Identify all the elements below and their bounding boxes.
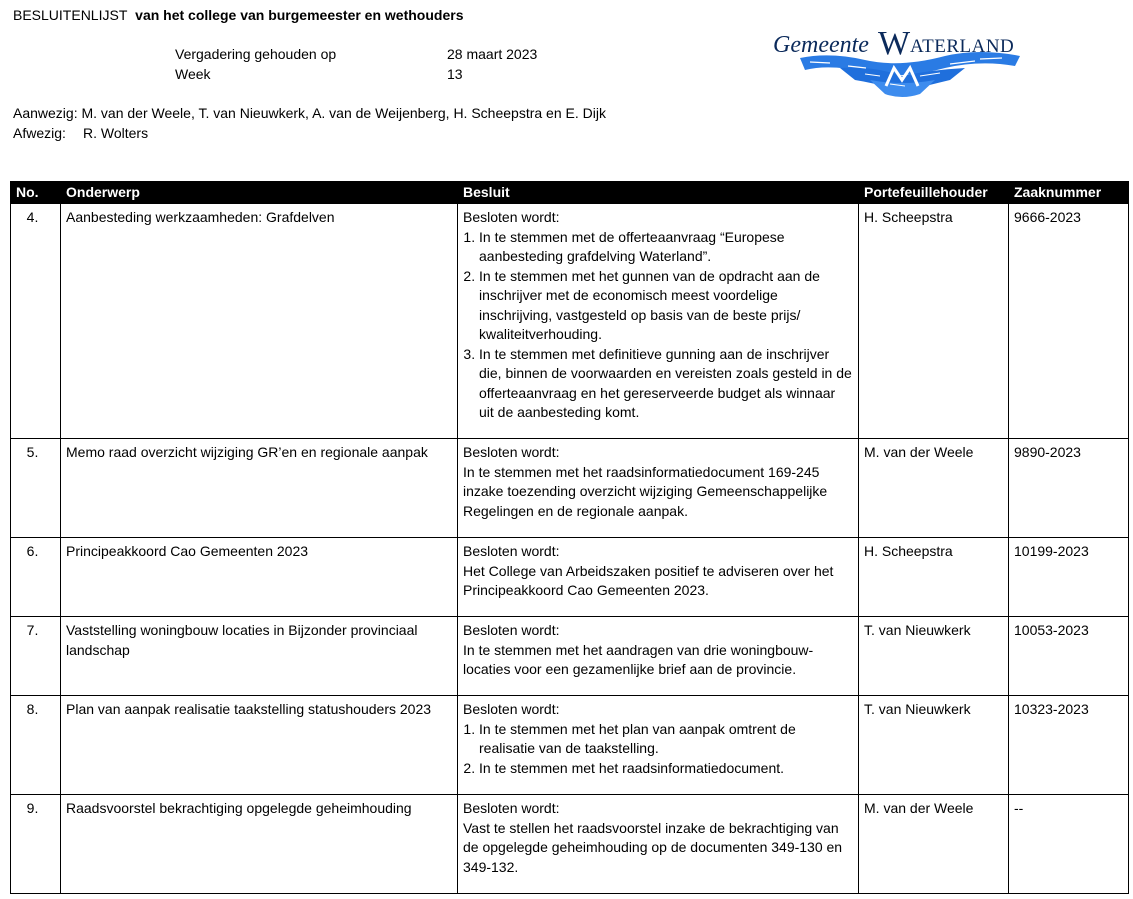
attendance — [13, 104, 606, 143]
row-decision — [458, 795, 859, 894]
logo-text-gemeente: Gemeente — [773, 32, 869, 58]
absent-line — [13, 124, 606, 144]
row-decision — [458, 439, 859, 538]
table-row — [11, 795, 1129, 894]
logo-text-aterland: ATERLAND — [910, 36, 1015, 57]
row-subject: Raadsvoorstel bekrachtiging opgelegde geheimhouding — [61, 795, 458, 894]
table-row — [11, 538, 1129, 617]
table-row — [11, 617, 1129, 696]
row-decision — [458, 538, 859, 617]
col-header-no: No. — [11, 182, 61, 204]
row-subject: Aanbesteding werkzaamheden: Grafdelven — [61, 204, 458, 439]
logo-text-w: W — [878, 26, 911, 62]
row-case-number: 10053-2023 — [1009, 617, 1129, 696]
meeting-label: Vergadering gehouden op — [175, 46, 337, 62]
row-portfolio-holder: T. van Nieuwkerk — [859, 617, 1009, 696]
decision-text: Vast te stellen het raadsvoorstel inzake de bekrachtiging van de opgelegde geheimhouding op de documenten 349-130 en 349-132. — [463, 819, 843, 875]
doc-subject: van het college van burgemeester en wethouders — [135, 7, 464, 23]
decision-intro: Besloten wordt: — [463, 701, 560, 717]
row-number: 8. — [11, 696, 61, 795]
present-names: M. van der Weele, T. van Nieuwkerk, A. van de Weijenberg, H. Scheepstra en E. Dijk — [81, 105, 606, 121]
row-subject: Plan van aanpak realisatie taakstelling statushouders 2023 — [61, 696, 458, 795]
decision-intro: Besloten wordt: — [463, 800, 560, 816]
col-header-holder: Portefeuillehouder — [859, 182, 1009, 204]
week-label: Week — [175, 65, 211, 82]
row-case-number: 10199-2023 — [1009, 538, 1129, 617]
row-case-number: 9666-2023 — [1009, 204, 1129, 439]
row-number: 5. — [11, 439, 61, 538]
row-portfolio-holder: H. Scheepstra — [859, 538, 1009, 617]
col-header-case: Zaaknummer — [1009, 182, 1129, 204]
col-header-decision: Besluit — [458, 182, 859, 204]
meeting-date: 28 maart 2023 — [447, 46, 538, 62]
row-case-number: 9890-2023 — [1009, 439, 1129, 538]
row-case-number: -- — [1009, 795, 1129, 894]
row-subject: Memo raad overzicht wijziging GR’en en regionale aanpak — [61, 439, 458, 538]
row-subject: Vaststelling woningbouw locaties in Bijzonder provinciaal landschap — [61, 617, 458, 696]
decision-item: 2. In te stemmen met het raadsinformatiedocument. — [479, 759, 853, 779]
row-decision — [458, 617, 859, 696]
col-header-subject: Onderwerp — [61, 182, 458, 204]
table-header-row — [11, 182, 1129, 204]
present-label: Aanwezig: — [13, 105, 78, 121]
decision-text: In te stemmen met het aandragen van drie woningbouw-locaties voor een gezamenlijke brief aan de provincie. — [463, 641, 814, 677]
decisions-table — [10, 181, 1129, 894]
table-row — [11, 204, 1129, 439]
absent-label: Afwezig: — [13, 124, 66, 141]
decision-text: In te stemmen met het raadsinformatiedocument 169-245 inzake toezending overzicht wijziging Gemeenschappelijke Regelingen en de regionale aanpak. — [463, 463, 828, 519]
table-row — [11, 439, 1129, 538]
decision-list — [463, 228, 853, 423]
decision-text: Het College van Arbeidszaken positief te adviseren over het Principeakkoord Cao Gemeenten 2023. — [463, 562, 834, 598]
decision-item: 1. In te stemmen met het plan van aanpak omtrent de realisatie van de taakstelling. — [479, 720, 853, 759]
row-portfolio-holder: T. van Nieuwkerk — [859, 696, 1009, 795]
absent-names: R. Wolters — [83, 124, 149, 141]
row-subject: Principeakkoord Cao Gemeenten 2023 — [61, 538, 458, 617]
present-line — [13, 104, 606, 124]
decision-intro: Besloten wordt: — [463, 543, 560, 559]
meeting-meta — [175, 45, 537, 84]
decision-intro: Besloten wordt: — [463, 622, 560, 638]
row-number: 7. — [11, 617, 61, 696]
row-number: 9. — [11, 795, 61, 894]
document-title — [13, 6, 463, 26]
decision-list — [463, 720, 853, 779]
doc-label: BESLUITENLIJST — [13, 7, 128, 23]
decision-item: 2. In te stemmen met het gunnen van de opdracht aan de inschrijver met de economisch meest voordelige inschrijving, vastgesteld op basis van de beste prijs/ kwaliteitverhouding. — [479, 267, 853, 345]
row-case-number: 10323-2023 — [1009, 696, 1129, 795]
decision-intro: Besloten wordt: — [463, 444, 560, 460]
row-number: 6. — [11, 538, 61, 617]
gemeente-waterland-logo — [770, 26, 1035, 100]
decision-item: 1. In te stemmen met de offerteaanvraag “Europese aanbesteding grafdelving Waterland”. — [479, 228, 853, 267]
week-value: 13 — [447, 65, 463, 82]
decision-item: 3. In te stemmen met definitieve gunning aan de inschrijver die, binnen de voorwaarden en vereisten zoals gesteld in de offerteaanvraag en het gereserveerde budget als winnaar uit de aanbesteding komt. — [479, 345, 853, 423]
row-portfolio-holder: H. Scheepstra — [859, 204, 1009, 439]
row-decision — [458, 696, 859, 795]
row-portfolio-holder: M. van der Weele — [859, 795, 1009, 894]
row-number: 4. — [11, 204, 61, 439]
table-row — [11, 696, 1129, 795]
row-portfolio-holder: M. van der Weele — [859, 439, 1009, 538]
decision-intro: Besloten wordt: — [463, 209, 560, 225]
row-decision — [458, 204, 859, 439]
